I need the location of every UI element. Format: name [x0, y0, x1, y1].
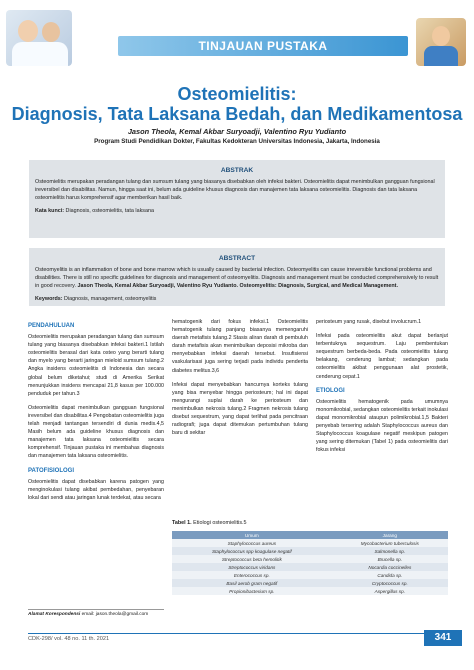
doctor-head-1 [18, 20, 38, 42]
table-row [172, 587, 448, 595]
authors: Jason Theola, Kemal Akbar Suryoadji, Valentino Ryu Yudianto [127, 127, 347, 136]
table-cell: Mycobacterium tuberculosis [332, 539, 448, 547]
footer-citation: CDK-298/ vol. 48 no. 11 th. 2021 [28, 636, 110, 642]
column-3 [316, 318, 448, 460]
paragraph: Osteomielitis hematogenik pada umumnya monomikrobial, sedangkan osteomielitis terkait inokulasi dapat monomikrobial ataupun polimikrobial.1,5 Bakteri penyebab tersering adalah Staphylococcus aureus dan Staphylococcus koagulase negatif meskipun patogen yang sering ditemukan (Tabel 1) pada osteomielitis dari fokus infeksi [316, 398, 448, 454]
abstract-text: Osteomyelitis is an inflammation of bone and bone marrow which is usually caused by bacterial infection. Osteomyelitis can cause irreversible functional problems and disabilities. There is still no specific guidelines for diagnosis and management of osteomyelitis. Diagnosis and management must be conducted comprehensively to result in good recovery. [35, 267, 439, 289]
paragraph: hematogenik dari fokus infeksi.1 Osteomielitis hematogenik tulang panjang biasanya memengaruhi daerah metafisis tulang.2 Stasis aliran darah di pembuluh darah metafisis akan menimbulkan deposisi mikroba dan menyebabkan infeksi daerah tersebut. Insufisiensi vaskularisasi juga sering terjadi pada individu penderita diabetes melitus.3,6 [172, 319, 308, 374]
paragraph: periosteum yang rusak, disebut involucrum.1 [316, 319, 422, 325]
correspondence [28, 609, 164, 617]
table-header-cell: Jarang [332, 531, 448, 539]
etiology-table [172, 531, 448, 595]
abstrak-text: Osteomielitis merupakan peradangan tulang dan sumsum tulang yang biasanya disebabkan oleh infeksi bakteri. Osteomielitis dapat menimbulkan gangguan fungsional ireversibel dan disabilitas. Namun, hingga saat ini, belum ada guideline khusus diagnosis dan manajemen tata laksana osteomielitis. Diagnosis dan tata laksana osteomielitis harus komprehensif agar memberikan hasil baik. [35, 179, 435, 201]
table-header-row [172, 531, 448, 539]
paragraph: Osteomielitis merupakan peradangan tulang dan sumsum tulang yang biasanya disebabkan infeksi bakteri.1 Istilah osteomielitis berasal dari kata osteo yang berarti tulang dan myelo yang berarti jaringan mieloid sumsum tulang.2 Angka insidens osteomielitis di Indonesia dan secara global belum diketahui; studi di Amerika Serikat menunjukkan insidens mencapai 21,8 kasus per 100.000 penduduk per tahun.3 [28, 334, 164, 397]
table-row [172, 539, 448, 547]
child-head [432, 26, 450, 46]
keywords-values: Diagnosis, management, osteomyelitis [62, 296, 157, 302]
abstrak-heading: ABSTRAK [220, 167, 254, 174]
footer-rule [28, 633, 428, 634]
correspondence-label: Alamat Korespondensi [28, 612, 81, 617]
table-header-cell: Umum [172, 531, 332, 539]
paragraph: Osteomielitis dapat disebabkan karena patogen yang menginokulasi tulang akibat pembedahan, penyebaran lokal dari sendi atau jaringan lunak terdekat, atau secara [28, 478, 164, 501]
correspondence-email[interactable]: email: jason.theola@gmail.com [80, 612, 149, 617]
article-title-line2: Diagnosis, Tata Laksana Bedah, dan Medikamentosa [11, 104, 463, 124]
heading-etiologi: ETIOLOGI [316, 387, 345, 394]
table-row [172, 563, 448, 571]
coat-shape [12, 42, 68, 66]
abstrak-box [29, 160, 445, 238]
section-banner [118, 36, 408, 56]
paragraph: Infeksi dapat menyebabkan hancurnya korteks tulang yang bisa menyebar hingga periosteum; hal ini dapat mengurangi suplai darah ke periosteum dan menimbulkan nekrosis tulang.2 Fragmen nekrosis tulang disebut sequestrum, yang dapat terlihat pada pencitraan radiografi; juga dapat ditemukan pertumbuhan tulang baru di sekitar [172, 381, 308, 437]
table-cell: Candida sp. [332, 571, 448, 579]
table-caption-text: Etiologi osteomielitis.5 [191, 520, 247, 526]
table-caption [172, 520, 247, 526]
abstract-box [29, 248, 445, 306]
keywords-label: Keywords: [35, 296, 63, 302]
abstract-heading: ABSTRACT [218, 255, 256, 262]
table-cell: Brucella sp. [332, 555, 448, 563]
page-header [0, 0, 474, 78]
table-caption-label: Tabel 1. [172, 520, 192, 526]
table-cell: Nocardia coccinelles [332, 563, 448, 571]
table-row [172, 547, 448, 555]
table-cell: Cryptococcus sp. [332, 579, 448, 587]
page-number: 341 [424, 630, 462, 646]
abstract-citation: Jason Theola, Kemal Akbar Suryoadji, Valentino Ryu Yudianto. Osteomyelitis: Diagnosis, Surgical, and Medical Management. [75, 283, 398, 289]
kw-label: Kata kunci: [35, 208, 65, 214]
table-cell: Staphylococcus spp koagulase negatif [172, 547, 332, 555]
abstract-text-block [29, 262, 445, 290]
table-cell: Aspergillus sp. [332, 587, 448, 595]
table-cell: Streptococcus beta hemolitik [172, 555, 332, 563]
child-photo [416, 18, 466, 66]
table-cell: Salmonella sp. [332, 547, 448, 555]
table-cell: Enterococcus sp. [172, 571, 332, 579]
abstract-keywords [29, 290, 445, 303]
paragraph: Infeksi pada osteomielitis akut dapat berlanjut terbentuknya sequestrum. Laju pembentukan sequestrum berbeda-beda. Pada osteomielitis tulang belakang, cenderung lambat; sedangkan pada osteomielitis akibat penggunaan alat prostetik, cenderung cepat.1 [316, 333, 448, 380]
table-cell: Streptococcus viridans [172, 563, 332, 571]
doctor-head-2 [42, 22, 60, 42]
table-row [172, 555, 448, 563]
abstrak-keywords [29, 202, 445, 215]
article-title-line1: Osteomielitis: [177, 84, 297, 104]
section-label: TINJAUAN PUSTAKA [198, 39, 328, 53]
column-1 [28, 318, 164, 508]
table-cell: Staphylococcus aureus [172, 539, 332, 547]
kw-values: Diagnosis, osteomielitis, tata laksana [64, 208, 154, 214]
heading-patofisiologi: PATOFISIOLOGI [28, 467, 75, 474]
table-row [172, 579, 448, 587]
column-2 [172, 318, 308, 443]
paragraph: Osteomielitis dapat menimbulkan gangguan fungsional ireversibel dan disabilitas.4 Pengobatan osteomielitis juga telah menjadi tantangan tersendiri di dunia medis.4,5 Masih belum ada guideline khusus diagnosis dan manajemen tata laksana osteomielitis secara komprehensif. Tinjauan pustaka ini membahas diagnosis dan manajemen tata laksana osteomielitis. [28, 404, 164, 460]
table-row [172, 571, 448, 579]
affiliation: Program Studi Pendidikan Dokter, Fakultas Kedokteran Universitas Indonesia, Jakarta, Indonesia [94, 138, 380, 145]
table-cell: Basil aerob gram negatif [172, 579, 332, 587]
table-cell: Propionibacterium sp. [172, 587, 332, 595]
heading-pendahuluan: PENDAHULUAN [28, 323, 75, 329]
doctors-photo [6, 10, 72, 66]
child-shirt [424, 46, 458, 66]
